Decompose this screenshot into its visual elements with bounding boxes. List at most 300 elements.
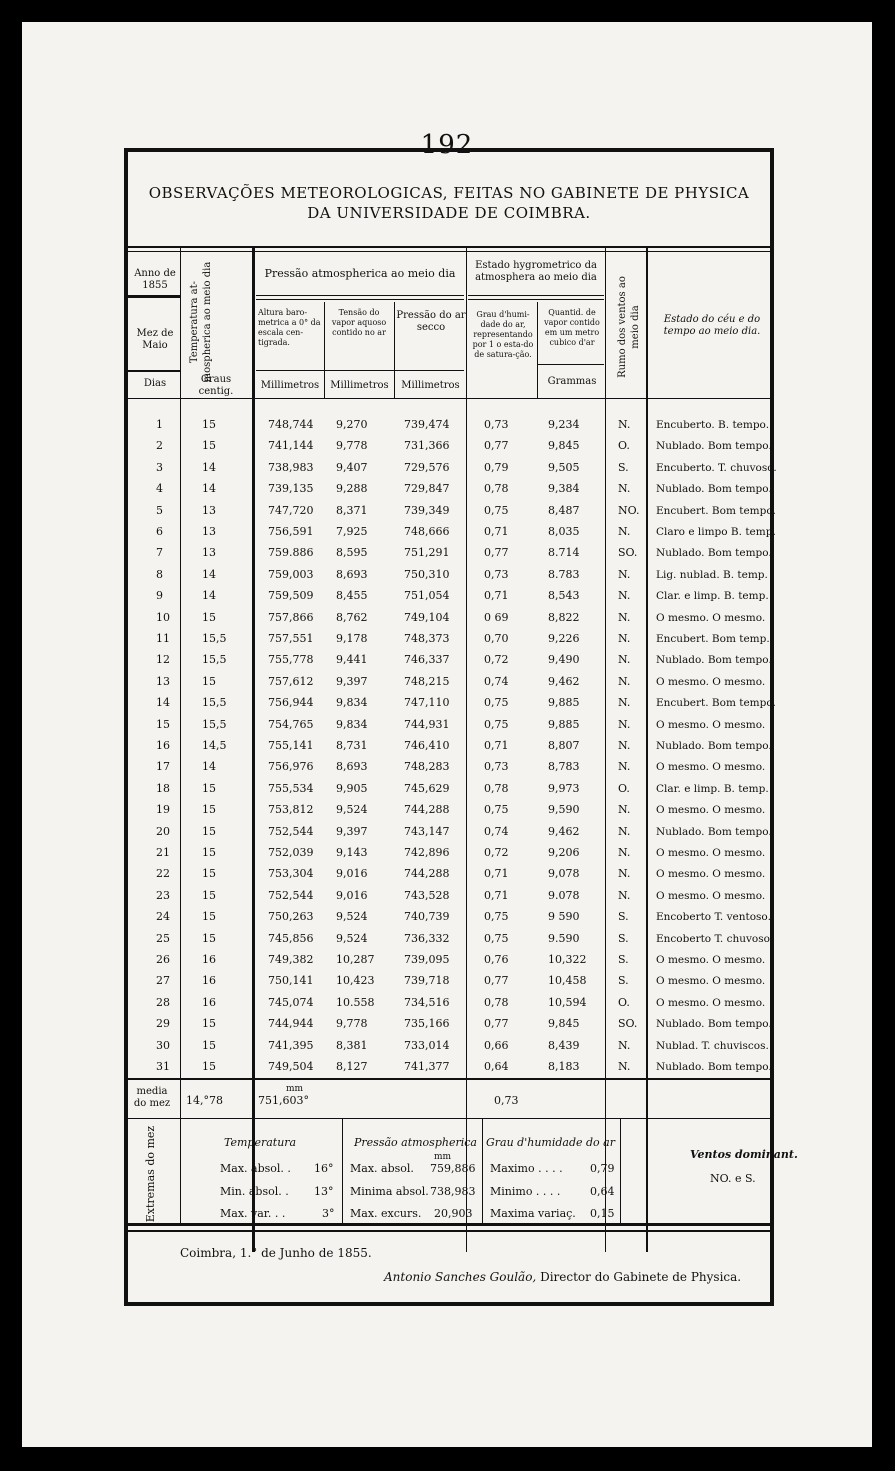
row-1-temperatura: 15 <box>202 418 216 431</box>
rule <box>482 1118 483 1223</box>
row-4-pressao-ar: 729,847 <box>404 482 450 496</box>
extremas-temp-value-0: 16° <box>314 1162 334 1175</box>
row-4-rumo: N. <box>618 482 631 496</box>
row-8-quantidade: 8.783 <box>548 567 580 581</box>
row-24-temperatura: 15 <box>202 910 216 924</box>
row-15-pressao-ar: 744,931 <box>404 717 450 731</box>
row-9-dia: 9 <box>156 589 163 603</box>
row-24-altura: 750,263 <box>268 910 314 924</box>
row-25-altura: 745,856 <box>268 931 314 945</box>
row-27-tensao: 10,423 <box>336 974 375 988</box>
row-21-tensao: 9,143 <box>336 846 368 859</box>
row-23-dia: 23 <box>156 888 170 902</box>
row-14-quantidade: 9,885 <box>548 696 580 710</box>
row-17-altura: 756,976 <box>268 760 314 774</box>
row-14-dia: 14 <box>156 696 170 710</box>
row-7-rumo: SO. <box>618 546 638 560</box>
row-18-tensao: 9,905 <box>336 781 368 795</box>
row-28-grau-humidade: 0,78 <box>484 995 509 1009</box>
rule <box>620 1118 621 1223</box>
row-31-altura: 749,504 <box>268 1060 314 1073</box>
extremas-pressao-title: Pressão atmospherica <box>354 1136 477 1149</box>
rule <box>256 295 464 296</box>
row-23-estado-ceu: O mesmo. O mesmo. <box>656 889 766 902</box>
row-18-altura: 755,534 <box>268 781 314 795</box>
row-11-temperatura: 15,5 <box>202 632 227 645</box>
extremas-temperatura-title: Temperatura <box>224 1136 297 1149</box>
row-6-pressao-ar: 748,666 <box>404 525 450 538</box>
page-number: 192 <box>420 130 474 160</box>
row-8-altura: 759,003 <box>268 567 314 581</box>
row-25-estado-ceu: Encoberto T. chuvoso. <box>656 932 774 945</box>
rule <box>468 295 604 296</box>
row-9-tensao: 8,455 <box>336 589 368 603</box>
row-21-altura: 752,039 <box>268 846 314 859</box>
row-27-altura: 750,141 <box>268 974 314 988</box>
row-2-rumo: O. <box>618 439 630 453</box>
row-7-quantidade: 8.714 <box>548 546 580 560</box>
row-17-tensao: 8,693 <box>336 760 368 774</box>
place-date: Coimbra, 1.° de Junho de 1855. <box>180 1246 372 1260</box>
extremas-pressao-value-0: 759,886 <box>430 1162 476 1175</box>
row-2-dia: 2 <box>156 439 163 453</box>
row-9-estado-ceu: Clar. e limp. B. temp. <box>656 590 769 603</box>
row-7-pressao-ar: 751,291 <box>404 546 450 560</box>
rule <box>180 1118 181 1223</box>
extremas-temp-label-2: Max. var. . . <box>220 1207 286 1220</box>
row-17-dia: 17 <box>156 760 170 774</box>
row-20-dia: 20 <box>156 824 170 838</box>
row-18-pressao-ar: 745,629 <box>404 781 450 795</box>
media-temperatura: 14,°78 <box>186 1094 223 1107</box>
row-3-quantidade: 9,505 <box>548 460 580 474</box>
row-24-rumo: S. <box>618 910 629 924</box>
row-13-altura: 757,612 <box>268 674 314 688</box>
row-22-altura: 753,304 <box>268 867 314 881</box>
header-altura: Altura baro-metrica a 0° da escala cen-tigrada. <box>258 308 321 347</box>
row-31-estado-ceu: Nublado. Bom tempo. <box>656 1061 772 1073</box>
extremas-humidade-label-0: Maximo . . . . <box>490 1162 563 1175</box>
row-20-estado-ceu: Nublado. Bom tempo. <box>656 825 772 838</box>
row-11-altura: 757,551 <box>268 632 314 645</box>
extremas-humidade-title: Grau d'humidade do ar <box>486 1136 615 1149</box>
media-label: media do mez <box>133 1086 171 1109</box>
row-16-quantidade: 8,807 <box>548 739 580 752</box>
rule <box>128 295 180 298</box>
row-17-temperatura: 14 <box>202 760 216 774</box>
row-2-altura: 741,144 <box>268 439 314 453</box>
row-9-quantidade: 8,543 <box>548 589 580 603</box>
row-7-dia: 7 <box>156 546 163 560</box>
rule <box>128 1223 770 1226</box>
row-17-pressao-ar: 748,283 <box>404 760 450 774</box>
row-16-rumo: N. <box>618 739 631 752</box>
header-unit-altura: Millimetros <box>260 380 320 391</box>
extremas-temp-value-1: 13° <box>314 1185 334 1198</box>
row-10-dia: 10 <box>156 610 170 624</box>
row-21-pressao-ar: 742,896 <box>404 846 450 859</box>
row-8-grau-humidade: 0,73 <box>484 567 509 581</box>
row-1-grau-humidade: 0,73 <box>484 418 509 431</box>
row-20-tensao: 9,397 <box>336 824 368 838</box>
row-16-temperatura: 14,5 <box>202 739 227 752</box>
row-13-estado-ceu: O mesmo. O mesmo. <box>656 675 766 688</box>
row-4-dia: 4 <box>156 482 163 496</box>
row-27-dia: 27 <box>156 974 170 988</box>
row-25-tensao: 9,524 <box>336 931 368 945</box>
row-15-temperatura: 15,5 <box>202 717 227 731</box>
row-7-estado-ceu: Nublado. Bom tempo. <box>656 547 772 560</box>
row-30-grau-humidade: 0,66 <box>484 1038 509 1052</box>
row-30-rumo: N. <box>618 1038 631 1052</box>
row-9-grau-humidade: 0,71 <box>484 589 509 603</box>
row-27-rumo: S. <box>618 974 629 988</box>
row-13-pressao-ar: 748,215 <box>404 674 450 688</box>
row-18-grau-humidade: 0,78 <box>484 781 509 795</box>
row-24-pressao-ar: 740,739 <box>404 910 450 924</box>
row-31-pressao-ar: 741,377 <box>404 1060 450 1073</box>
row-18-dia: 18 <box>156 781 170 795</box>
row-25-grau-humidade: 0,75 <box>484 931 509 945</box>
row-11-pressao-ar: 748,373 <box>404 632 450 645</box>
extremas-pressao-label-0: Max. absol. <box>350 1162 414 1175</box>
row-18-quantidade: 9,973 <box>548 781 580 795</box>
row-21-grau-humidade: 0,72 <box>484 846 509 859</box>
row-16-tensao: 8,731 <box>336 739 368 752</box>
row-10-grau-humidade: 0 69 <box>484 610 509 624</box>
row-24-estado-ceu: Encoberto T. ventoso. <box>656 911 771 924</box>
row-12-altura: 755,778 <box>268 653 314 667</box>
row-8-tensao: 8,693 <box>336 567 368 581</box>
row-8-estado-ceu: Lig. nublad. B. temp. <box>656 568 768 581</box>
table-subtitle: DA UNIVERSIDADE DE COIMBRA. <box>307 204 591 222</box>
row-2-tensao: 9,778 <box>336 439 368 453</box>
row-8-temperatura: 14 <box>202 567 216 581</box>
row-16-altura: 755,141 <box>268 739 314 752</box>
row-12-tensao: 9,441 <box>336 653 368 667</box>
row-29-altura: 744,944 <box>268 1017 314 1031</box>
row-29-estado-ceu: Nublado. Bom tempo. <box>656 1018 772 1031</box>
row-19-tensao: 9,524 <box>336 803 368 817</box>
header-grau-humidade: Grau d'humi-dade do ar, representando por 1 o esta-do de satura-ção. <box>472 310 534 359</box>
header-mez: Mez de Maio <box>136 328 174 351</box>
row-7-altura: 759.886 <box>268 546 314 560</box>
row-31-grau-humidade: 0,64 <box>484 1060 509 1073</box>
rule <box>646 248 648 1252</box>
row-27-pressao-ar: 739,718 <box>404 974 450 988</box>
row-16-dia: 16 <box>156 739 170 752</box>
row-19-grau-humidade: 0,75 <box>484 803 509 817</box>
signatory-role: Director do Gabinete de Physica. <box>540 1270 742 1284</box>
row-13-quantidade: 9,462 <box>548 674 580 688</box>
rule <box>128 246 770 248</box>
row-6-altura: 756,591 <box>268 525 314 538</box>
row-5-dia: 5 <box>156 503 163 517</box>
row-28-rumo: O. <box>618 995 630 1009</box>
row-22-tensao: 9,016 <box>336 867 368 881</box>
row-31-rumo: N. <box>618 1060 631 1073</box>
row-19-temperatura: 15 <box>202 803 216 817</box>
row-19-altura: 753,812 <box>268 803 314 817</box>
row-24-dia: 24 <box>156 910 170 924</box>
row-25-quantidade: 9.590 <box>548 931 580 945</box>
row-12-pressao-ar: 746,337 <box>404 653 450 667</box>
row-29-quantidade: 9,845 <box>548 1017 580 1031</box>
row-28-dia: 28 <box>156 995 170 1009</box>
row-13-grau-humidade: 0,74 <box>484 674 509 688</box>
header-unit-pressao: Millimetros <box>401 380 460 391</box>
row-19-pressao-ar: 744,288 <box>404 803 450 817</box>
row-1-altura: 748,744 <box>268 418 314 431</box>
row-13-temperatura: 15 <box>202 674 216 688</box>
row-26-dia: 26 <box>156 953 170 966</box>
row-3-estado-ceu: Encuberto. T. chuvoso. <box>656 461 777 474</box>
row-28-tensao: 10.558 <box>336 995 375 1009</box>
header-unit-tensao: Millimetros <box>330 380 389 391</box>
row-23-temperatura: 15 <box>202 888 216 902</box>
row-20-grau-humidade: 0,74 <box>484 824 509 838</box>
row-6-dia: 6 <box>156 525 163 538</box>
extremas-humidade-label-2: Maxima variaç. <box>490 1207 576 1220</box>
row-2-estado-ceu: Nublado. Bom tempo. <box>656 440 772 453</box>
row-29-dia: 29 <box>156 1017 170 1031</box>
row-14-pressao-ar: 747,110 <box>404 696 450 710</box>
row-5-rumo: NO. <box>618 503 640 517</box>
row-29-temperatura: 15 <box>202 1017 216 1031</box>
row-16-grau-humidade: 0,71 <box>484 739 509 752</box>
row-29-pressao-ar: 735,166 <box>404 1017 450 1031</box>
row-23-altura: 752,544 <box>268 888 314 902</box>
row-7-grau-humidade: 0,77 <box>484 546 509 560</box>
header-quantidade: Quantid. de vapor contido em um metro cubico d'ar <box>544 308 600 347</box>
row-29-grau-humidade: 0,77 <box>484 1017 509 1031</box>
row-25-dia: 25 <box>156 931 170 945</box>
row-24-grau-humidade: 0,75 <box>484 910 509 924</box>
row-12-grau-humidade: 0,72 <box>484 653 509 667</box>
header-tensao: Tensão do vapor aquoso contido no ar <box>331 308 387 337</box>
row-2-temperatura: 15 <box>202 439 216 453</box>
row-18-rumo: O. <box>618 781 630 795</box>
row-1-tensao: 9,270 <box>336 418 368 431</box>
rule <box>256 370 464 371</box>
extremas-pressao-value-1: 738,983 <box>430 1185 476 1198</box>
header-pressao-ar: Pressão do ar secco <box>396 310 466 333</box>
header-dias: Dias <box>143 378 167 389</box>
row-6-quantidade: 8,035 <box>548 525 580 538</box>
row-17-quantidade: 8,783 <box>548 760 580 774</box>
row-26-rumo: S. <box>618 953 629 966</box>
rule <box>468 299 604 300</box>
rule <box>537 302 538 398</box>
row-28-pressao-ar: 734,516 <box>404 995 450 1009</box>
row-9-altura: 759,509 <box>268 589 314 603</box>
row-22-grau-humidade: 0,71 <box>484 867 509 881</box>
row-12-quantidade: 9,490 <box>548 653 580 667</box>
rule <box>128 370 180 372</box>
extremas-ventos-title: Ventos dominant. <box>690 1148 798 1161</box>
row-22-temperatura: 15 <box>202 867 216 881</box>
row-4-temperatura: 14 <box>202 482 216 496</box>
rule <box>605 248 606 1252</box>
row-25-pressao-ar: 736,332 <box>404 931 450 945</box>
row-1-rumo: N. <box>618 418 631 431</box>
extremas-temp-label-0: Max. absol. . <box>220 1162 291 1175</box>
row-30-estado-ceu: Nublad. T. chuviscos. <box>656 1039 769 1052</box>
row-30-altura: 741,395 <box>268 1038 314 1052</box>
row-15-dia: 15 <box>156 717 170 731</box>
row-9-temperatura: 14 <box>202 589 216 603</box>
row-4-estado-ceu: Nublado. Bom tempo. <box>656 483 772 496</box>
row-14-tensao: 9,834 <box>336 696 368 710</box>
row-11-dia: 11 <box>156 632 170 645</box>
extremas-temp-value-2: 3° <box>322 1207 335 1220</box>
row-24-quantidade: 9 590 <box>548 910 580 924</box>
row-6-tensao: 7,925 <box>336 525 368 538</box>
row-10-temperatura: 15 <box>202 610 216 624</box>
row-3-dia: 3 <box>156 460 163 474</box>
row-11-grau-humidade: 0,70 <box>484 632 509 645</box>
header-pressao-group: Pressão atmospherica ao meio dia <box>264 267 456 280</box>
row-4-quantidade: 9,384 <box>548 482 580 496</box>
row-8-pressao-ar: 750,310 <box>404 567 450 581</box>
extremas-humidade-value-2: 0,15 <box>590 1207 615 1220</box>
row-21-quantidade: 9,206 <box>548 846 580 859</box>
row-2-pressao-ar: 731,366 <box>404 439 450 453</box>
rule <box>180 248 181 1200</box>
row-3-altura: 738,983 <box>268 460 314 474</box>
row-5-temperatura: 13 <box>202 503 216 517</box>
row-20-altura: 752,544 <box>268 824 314 838</box>
row-5-grau-humidade: 0,75 <box>484 503 509 517</box>
row-19-estado-ceu: O mesmo. O mesmo. <box>656 804 766 817</box>
rule <box>128 1230 770 1232</box>
row-27-grau-humidade: 0,77 <box>484 974 509 988</box>
extremas-temp-label-1: Min. absol. . <box>220 1185 289 1198</box>
row-10-rumo: N. <box>618 610 631 624</box>
row-10-tensao: 8,762 <box>336 610 368 624</box>
media-altura: 751,603° <box>258 1094 309 1107</box>
row-30-dia: 30 <box>156 1038 170 1052</box>
row-5-pressao-ar: 739,349 <box>404 503 450 517</box>
header-grammas: Grammas <box>547 376 597 387</box>
row-23-rumo: N. <box>618 888 631 902</box>
row-15-grau-humidade: 0,75 <box>484 717 509 731</box>
row-22-dia: 22 <box>156 867 170 881</box>
row-30-temperatura: 15 <box>202 1038 216 1052</box>
row-14-grau-humidade: 0,75 <box>484 696 509 710</box>
row-30-pressao-ar: 733,014 <box>404 1038 450 1052</box>
row-28-temperatura: 16 <box>202 995 216 1009</box>
table-title: OBSERVAÇÕES METEOROLOGICAS, FEITAS NO GABINETE DE PHYSICA <box>148 184 750 202</box>
row-24-tensao: 9,524 <box>336 910 368 924</box>
row-27-quantidade: 10,458 <box>548 974 587 988</box>
row-22-quantidade: 9,078 <box>548 867 580 881</box>
rule <box>256 299 464 300</box>
row-31-tensao: 8,127 <box>336 1060 368 1073</box>
row-18-temperatura: 15 <box>202 781 216 795</box>
row-31-quantidade: 8,183 <box>548 1060 580 1073</box>
row-20-pressao-ar: 743,147 <box>404 824 450 838</box>
row-15-altura: 754,765 <box>268 717 314 731</box>
row-12-rumo: N. <box>618 653 631 667</box>
row-22-estado-ceu: O mesmo. O mesmo. <box>656 868 766 881</box>
row-19-quantidade: 9,590 <box>548 803 580 817</box>
row-25-temperatura: 15 <box>202 931 216 945</box>
row-29-tensao: 9,778 <box>336 1017 368 1031</box>
header-temperatura: Temperatura at-mospherica ao meio dia <box>189 261 213 383</box>
row-14-temperatura: 15,5 <box>202 696 227 710</box>
media-humidade: 0,73 <box>494 1094 519 1107</box>
extremas-pressao-value-2: 20,903 <box>434 1207 473 1220</box>
row-28-quantidade: 10,594 <box>548 995 587 1009</box>
row-15-rumo: N. <box>618 717 631 731</box>
row-6-grau-humidade: 0,71 <box>484 525 509 538</box>
row-23-quantidade: 9.078 <box>548 888 580 902</box>
header-estado-ceu: Estado do céu e do tempo ao meio dia. <box>663 314 761 337</box>
row-8-dia: 8 <box>156 567 163 581</box>
row-29-rumo: SO. <box>618 1017 638 1031</box>
row-5-quantidade: 8,487 <box>548 503 580 517</box>
row-3-pressao-ar: 729,576 <box>404 460 450 474</box>
row-10-quantidade: 8,822 <box>548 610 580 624</box>
row-4-grau-humidade: 0,78 <box>484 482 509 496</box>
row-1-estado-ceu: Encuberto. B. tempo. <box>656 419 770 431</box>
media-unit: mm <box>286 1084 304 1094</box>
row-3-temperatura: 14 <box>202 460 216 474</box>
row-27-estado-ceu: O mesmo. O mesmo. <box>656 975 766 988</box>
row-19-rumo: N. <box>618 803 631 817</box>
row-15-tensao: 9,834 <box>336 717 368 731</box>
row-5-altura: 747,720 <box>268 503 314 517</box>
row-23-tensao: 9,016 <box>336 888 368 902</box>
row-30-quantidade: 8,439 <box>548 1038 580 1052</box>
row-25-rumo: S. <box>618 931 629 945</box>
rule <box>252 248 255 1252</box>
row-27-temperatura: 16 <box>202 974 216 988</box>
row-17-estado-ceu: O mesmo. O mesmo. <box>656 761 766 774</box>
row-13-tensao: 9,397 <box>336 674 368 688</box>
row-15-quantidade: 9,885 <box>548 717 580 731</box>
row-12-dia: 12 <box>156 653 170 667</box>
row-3-tensao: 9,407 <box>336 460 368 474</box>
row-6-estado-ceu: Claro e limpo B. temp. <box>656 526 776 538</box>
row-26-pressao-ar: 739,095 <box>404 953 450 966</box>
row-22-pressao-ar: 744,288 <box>404 867 450 881</box>
row-11-rumo: N. <box>618 632 631 645</box>
row-10-estado-ceu: O mesmo. O mesmo. <box>656 611 766 624</box>
row-5-tensao: 8,371 <box>336 503 368 517</box>
row-13-dia: 13 <box>156 674 170 688</box>
row-6-temperatura: 13 <box>202 525 216 538</box>
rule <box>128 398 770 399</box>
rule <box>128 1118 770 1119</box>
header-graus: Graus centig. <box>198 374 234 397</box>
row-4-tensao: 9,288 <box>336 482 368 496</box>
rule <box>466 248 467 1252</box>
row-1-dia: 1 <box>156 418 163 431</box>
row-31-temperatura: 15 <box>202 1060 216 1073</box>
row-26-grau-humidade: 0,76 <box>484 953 509 966</box>
row-20-temperatura: 15 <box>202 824 216 838</box>
row-17-rumo: N. <box>618 760 631 774</box>
row-6-rumo: N. <box>618 525 631 538</box>
row-14-altura: 756,944 <box>268 696 314 710</box>
header-estado-group: Estado hygrometrico da atmosphera ao meio dia <box>475 260 597 283</box>
rule <box>538 364 604 365</box>
signature-line <box>384 1270 741 1284</box>
extremas-humidade-value-1: 0,64 <box>590 1185 615 1198</box>
row-26-tensao: 10,287 <box>336 953 375 966</box>
